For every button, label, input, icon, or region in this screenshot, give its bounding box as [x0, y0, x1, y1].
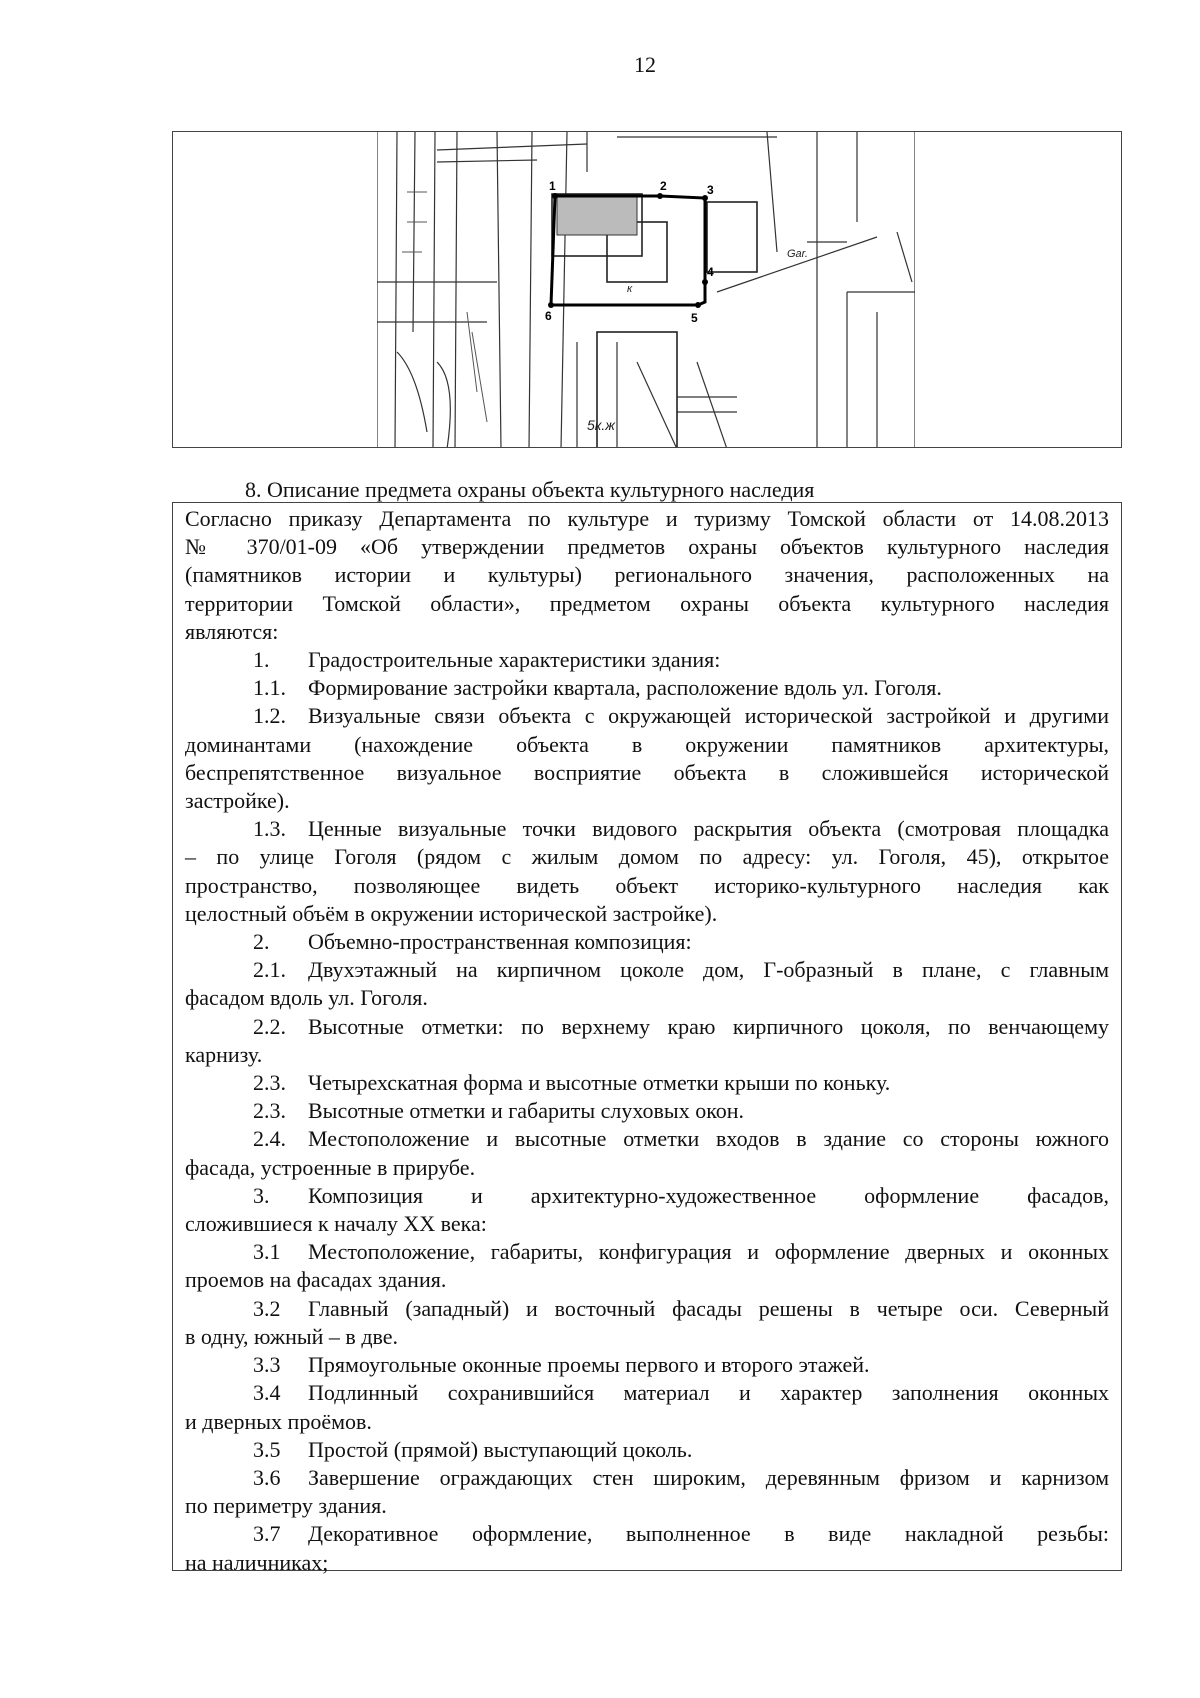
item-text: Визуальные связи объекта с окружающей исторической застройкой и другими [308, 703, 1109, 729]
item-number: 1.3. [253, 816, 286, 842]
list-item [185, 1238, 1109, 1294]
item-number: 3.7 [253, 1521, 281, 1547]
item-first-line [185, 956, 1109, 984]
list-item [185, 928, 1109, 956]
item-text: Декоративное оформление, выполненное в виде накладной резьбы: [308, 1521, 1109, 1547]
map-point-5: 5 [691, 311, 698, 325]
list-item [185, 1520, 1109, 1576]
item-continuation-line: сложившиеся к началу XX века: [185, 1211, 487, 1237]
item-first-line [185, 1097, 1109, 1125]
item-text: Местоположение и высотные отметки входов в здание со стороны южного [308, 1126, 1109, 1152]
item-first-line [185, 1379, 1109, 1407]
item-text: Прямоугольные оконные проемы первого и второго этажей. [308, 1352, 870, 1378]
list-item [185, 1436, 1109, 1464]
item-first-line [185, 1520, 1109, 1548]
item-number: 2.1. [253, 957, 286, 983]
intro-line: являются: [185, 618, 279, 644]
map-label-k: к [627, 283, 633, 295]
list-item [185, 646, 1109, 674]
map-point-3: 3 [707, 183, 714, 197]
list-item [185, 1182, 1109, 1238]
intro-line: (памятников истории и культуры) регионального значения, расположенных на [185, 562, 1109, 588]
item-first-line [185, 1069, 1109, 1097]
item-text: Объемно-пространственная композиция: [308, 929, 692, 955]
item-first-line [185, 1464, 1109, 1492]
item-number: 2.3. [253, 1070, 286, 1096]
item-continuation-line: – по улице Гоголя (рядом с жилым домом по адресу: ул. Гоголя, 45), открытое [185, 844, 1109, 870]
intro-line: Согласно приказу Департамента по культуре и туризму Томской области от 14.08.2013 [185, 506, 1109, 531]
item-continuation-line: фасада, устроенные в прирубе. [185, 1154, 476, 1180]
list-item [185, 1464, 1109, 1520]
item-text: Подлинный сохранившийся материал и характер заполнения оконных [308, 1380, 1109, 1406]
item-text: Высотные отметки: по верхнему краю кирпичного цоколя, по венчающему [308, 1013, 1109, 1039]
map-point-6: 6 [545, 309, 552, 323]
item-number: 3.1 [253, 1239, 281, 1265]
item-number: 3. [253, 1182, 270, 1208]
item-text: Завершение ограждающих стен широким, деревянным фризом и карнизом [308, 1464, 1109, 1490]
item-first-line [185, 1013, 1109, 1041]
map-label-building: 5к.ж [587, 417, 615, 433]
section-heading: 8. Описание предмета охраны объекта культурного наследия [245, 477, 815, 502]
list-item [185, 1097, 1109, 1125]
item-first-line [185, 1351, 1109, 1379]
item-first-line [185, 1238, 1109, 1266]
list-item [185, 1351, 1109, 1379]
item-first-line [185, 702, 1109, 730]
map-point-2: 2 [660, 179, 667, 193]
item-number: 3.2 [253, 1295, 281, 1321]
item-number: 2.3. [253, 1098, 286, 1124]
protection-items-list [185, 646, 1109, 1577]
item-first-line [185, 646, 1109, 674]
intro-paragraph [185, 505, 1109, 646]
item-text: Композиция и архитектурно-художественное оформление фасадов, [308, 1182, 1109, 1208]
map-point-4: 4 [707, 265, 714, 279]
list-item [185, 1295, 1109, 1351]
page-number: 12 [634, 52, 656, 77]
item-text: Четырехскатная форма и высотные отметки крыши по коньку. [308, 1070, 891, 1096]
item-number: 3.4 [253, 1380, 281, 1406]
site-plan-frame [172, 131, 1122, 448]
item-first-line [185, 1182, 1109, 1210]
item-continuation-line: беспрепятственное визуальное восприятие объекта в сложившейся исторической [185, 759, 1109, 785]
list-item [185, 1125, 1109, 1181]
item-first-line [185, 1295, 1109, 1323]
list-item [185, 674, 1109, 702]
item-number: 2.4. [253, 1126, 286, 1152]
list-item [185, 956, 1109, 1012]
item-text: Формирование застройки квартала, расположение вдоль ул. Гоголя. [308, 675, 942, 701]
item-number: 3.5 [253, 1436, 281, 1462]
item-text: Двухэтажный на кирпичном цоколе дом, Г-образный в плане, с главным [308, 957, 1109, 983]
item-first-line [185, 928, 1109, 956]
item-continuation-line: фасадом вдоль ул. Гоголя. [185, 985, 428, 1011]
item-continuation-line: доминантами (нахождение объекта в окружении памятников архитектуры, [185, 731, 1109, 757]
item-number: 1. [253, 647, 270, 673]
list-item [185, 1069, 1109, 1097]
item-continuation-line: в одну, южный – в две. [185, 1323, 399, 1349]
item-text: Простой (прямой) выступающий цоколь. [308, 1436, 693, 1462]
item-number: 1.2. [253, 703, 286, 729]
item-text: Местоположение, габариты, конфигурация и оформление дверных и оконных [308, 1239, 1109, 1265]
item-first-line [185, 674, 1109, 702]
item-continuation-line: карнизу. [185, 1041, 263, 1067]
list-item [185, 1379, 1109, 1435]
item-number: 2. [253, 929, 270, 955]
item-text: Высотные отметки и габариты слуховых окон. [308, 1098, 745, 1124]
item-continuation-line: пространство, позволяющее видеть объект историко-культурного наследия как [185, 872, 1109, 898]
item-continuation-line: и дверных проёмов. [185, 1408, 372, 1434]
item-text: Градостроительные характеристики здания: [308, 647, 721, 673]
item-number: 3.6 [253, 1464, 281, 1490]
list-item [185, 702, 1109, 815]
map-point-1: 1 [549, 179, 556, 193]
list-item [185, 1013, 1109, 1069]
item-continuation-line: по периметру здания. [185, 1493, 387, 1519]
item-first-line [185, 1436, 1109, 1464]
item-first-line [185, 1125, 1109, 1153]
item-continuation-line: целостный объём в окружении исторической застройке). [185, 900, 718, 926]
intro-line: № 370/01-09 «Об утверждении предметов охраны объектов культурного наследия [185, 534, 1109, 560]
site-plan-map [377, 132, 915, 448]
list-item [185, 815, 1109, 928]
item-number: 3.3 [253, 1352, 281, 1378]
item-continuation-line: застройке). [185, 788, 290, 814]
intro-line: территории Томской области», предметом охраны объекта культурного наследия [185, 590, 1109, 616]
item-text: Ценные визуальные точки видового раскрытия объекта (смотровая площадка [308, 816, 1109, 842]
item-text: Главный (западный) и восточный фасады решены в четыре оси. Северный [308, 1295, 1109, 1321]
map-label-garage: Gar. [787, 248, 808, 260]
protection-subject-box [172, 502, 1122, 1575]
item-continuation-line: на наличниках; [185, 1549, 329, 1575]
item-continuation-line: проемов на фасадах здания. [185, 1267, 447, 1293]
item-first-line [185, 815, 1109, 843]
item-number: 2.2. [253, 1013, 286, 1039]
item-number: 1.1. [253, 675, 286, 701]
